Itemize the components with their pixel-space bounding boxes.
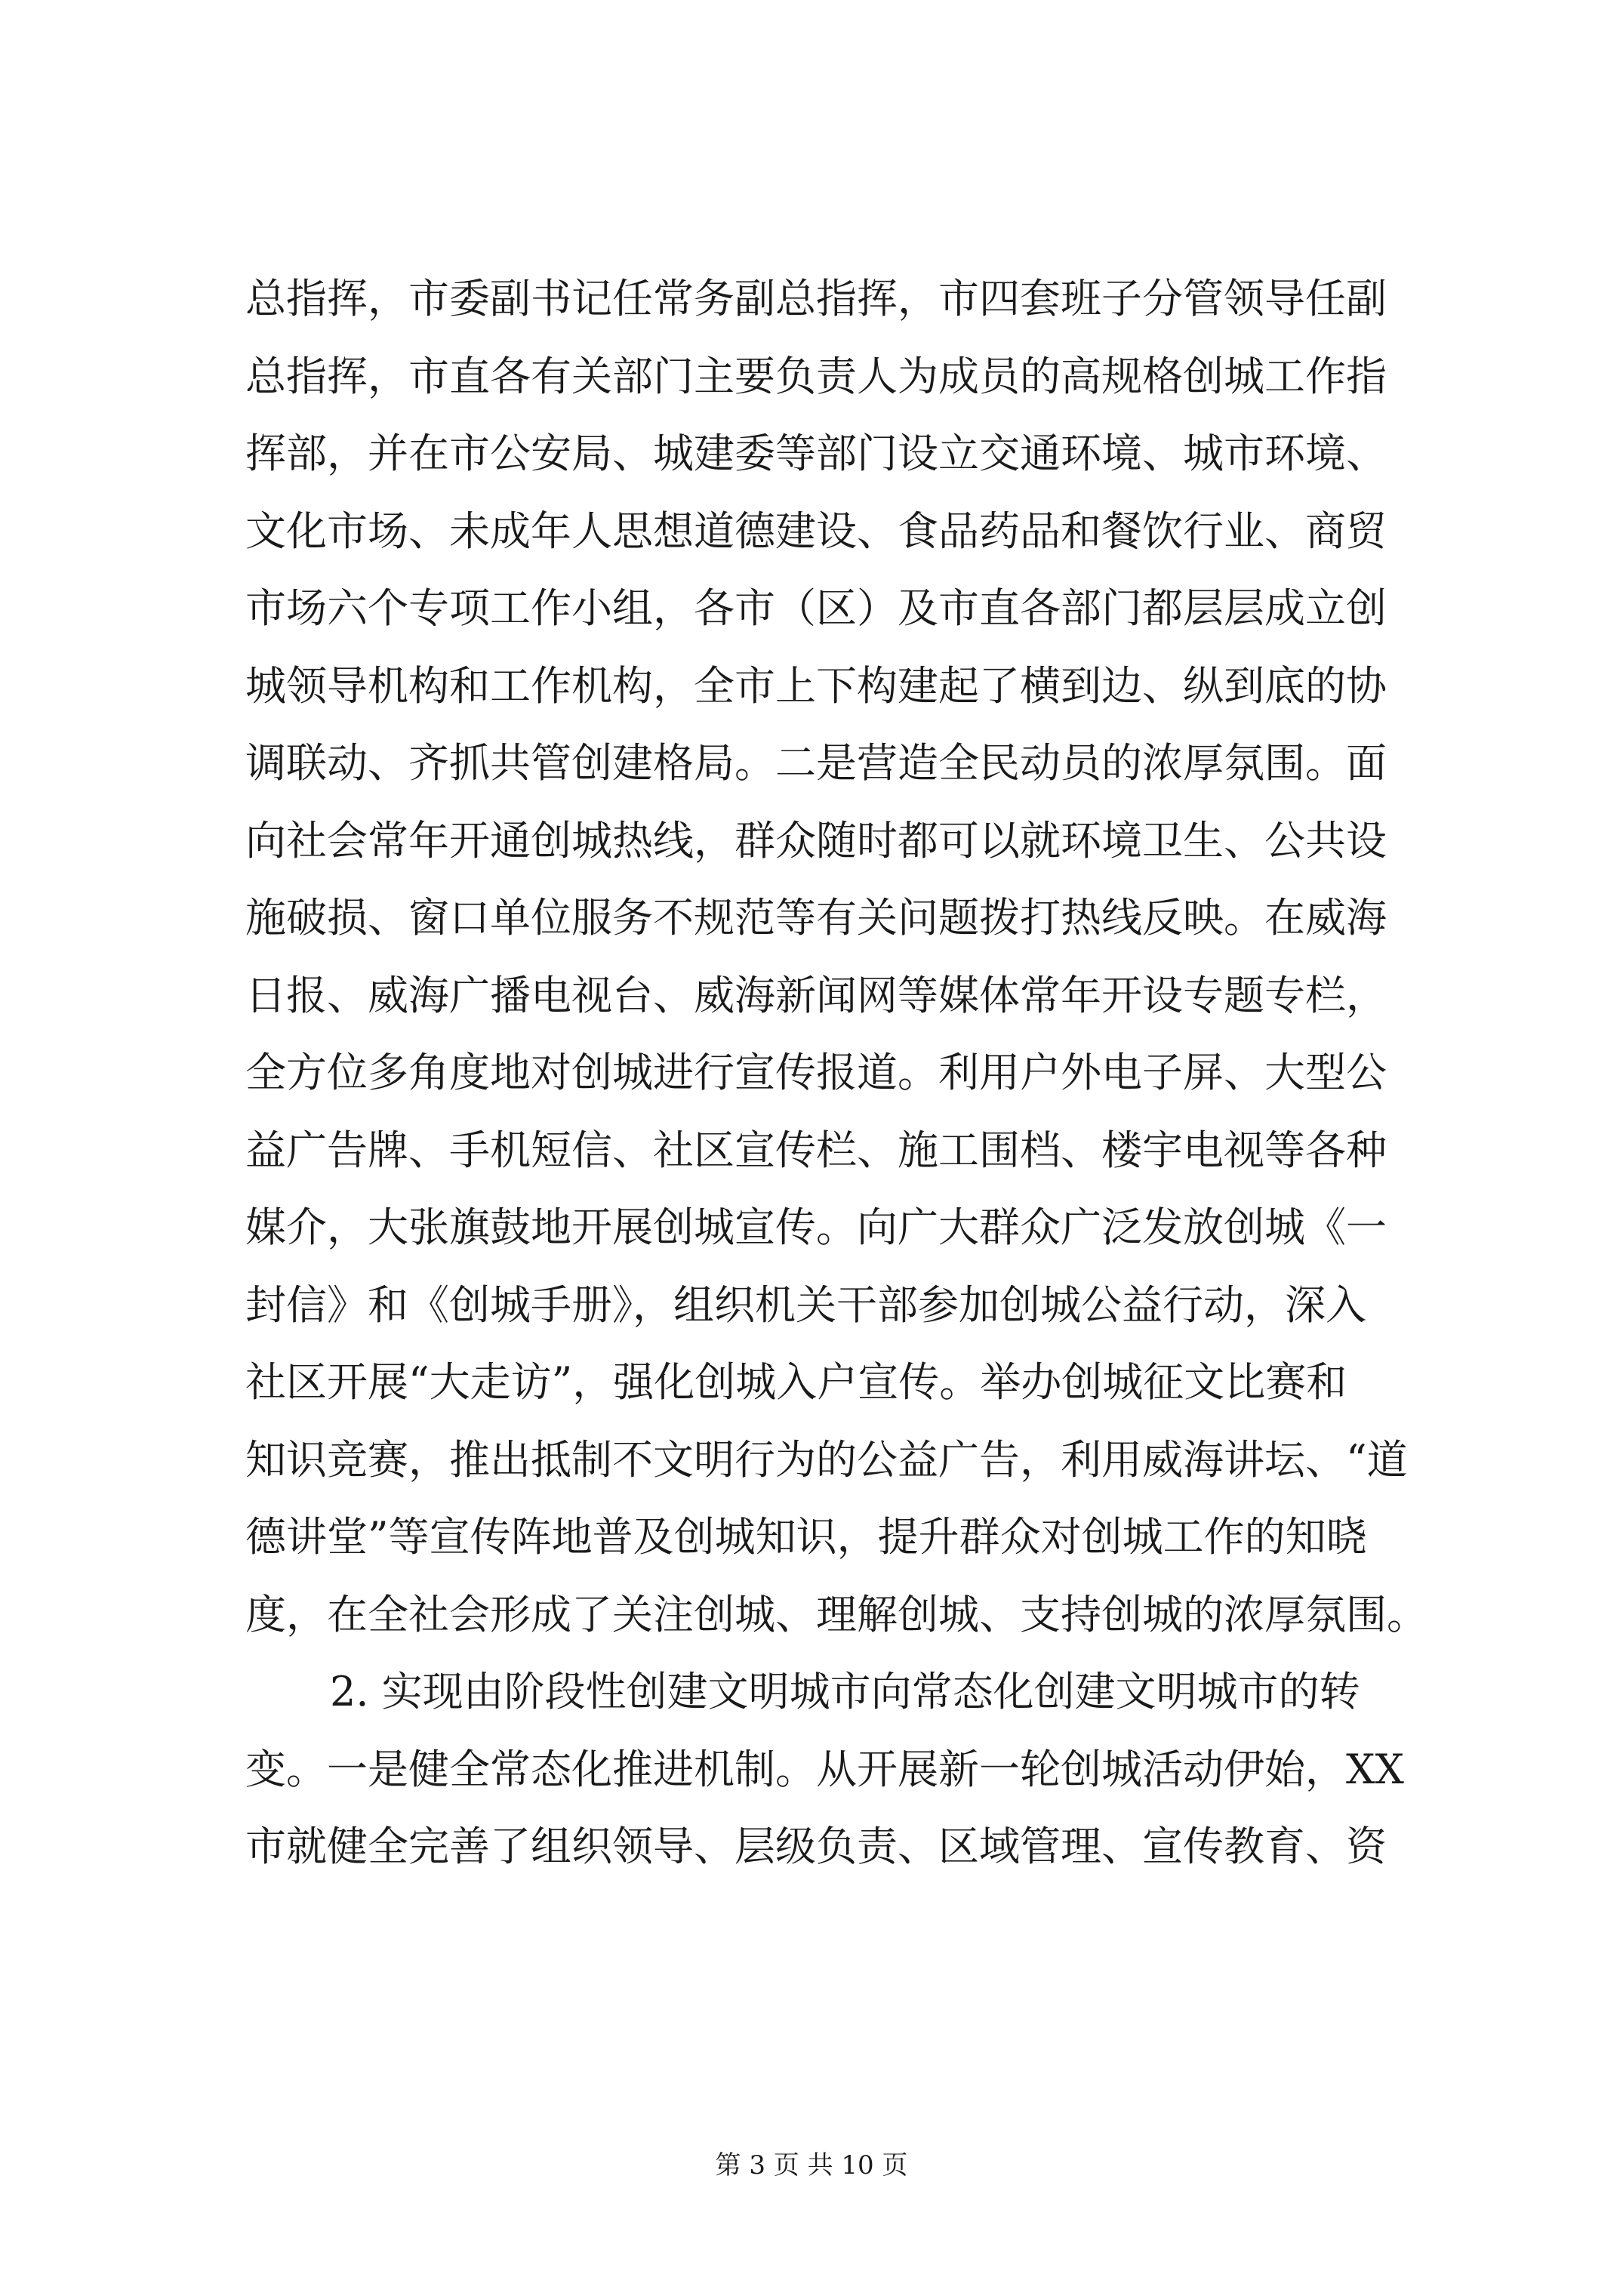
- text-line: 媒介，大张旗鼓地开展创城宣传。向广大群众广泛发放创城《一: [245, 1203, 1387, 1251]
- text-line: 全方位多角度地对创城进行宣传报道。利用户外电子屏、大型公: [245, 1049, 1387, 1096]
- text-line: 社区开展“大走访”，强化创城入户宣传。举办创城征文比赛和: [245, 1358, 1347, 1406]
- text-line: 德讲堂”等宣传阵地普及创城知识，提升群众对创城工作的知晓: [245, 1513, 1367, 1561]
- text-line: 向社会常年开通创城热线，群众随时都可以就环境卫生、公共设: [245, 816, 1387, 864]
- text-line: 益广告牌、手机短信、社区宣传栏、施工围档、楼宇电视等各种: [245, 1126, 1387, 1174]
- text-line: 文化市场、未成年人思想道德建设、食品药品和餐饮行业、商贸: [245, 507, 1387, 555]
- text-line: 总指挥，市直各有关部门主要负责人为成员的高规格创城工作指: [245, 352, 1387, 400]
- text-line: 挥部，并在市公安局、城建委等部门设立交通环境、城市环境、: [245, 430, 1387, 477]
- text-line: 日报、威海广播电视台、威海新闻网等媒体常年开设专题专栏，: [245, 971, 1387, 1019]
- text-line: 总指挥，市委副书记任常务副总指挥，市四套班子分管领导任副: [245, 275, 1387, 322]
- text-line: 变。一是健全常态化推进机制。从开展新一轮创城活动伊始，XX: [245, 1745, 1404, 1793]
- body-text: [245, 260, 1446, 1886]
- text-line: 知识竞赛，推出抵制不文明行为的公益广告，利用威海讲坛、“道: [245, 1435, 1408, 1484]
- text-line: 市场六个专项工作小组，各市（区）及市直各部门都层层成立创: [245, 584, 1387, 632]
- text-line: 封信》和《创城手册》，组织机关干部参加创城公益行动，深入: [245, 1281, 1366, 1329]
- page-number-footer: 第 3 页 共 10 页: [715, 2150, 908, 2180]
- text-line: 调联动、齐抓共管创建格局。二是营造全民动员的浓厚氛围。面: [245, 739, 1387, 787]
- section-heading-line: 2. 实现由阶段性创建文明城市向常态化创建文明城市的转: [330, 1668, 1360, 1715]
- text-line: 施破损、窗口单位服务不规范等有关问题拨打热线反映。在威海: [245, 894, 1387, 942]
- text-line: 市就健全完善了组织领导、层级负责、区域管理、宣传教育、资: [245, 1823, 1387, 1870]
- text-line: 城领导机构和工作机构，全市上下构建起了横到边、纵到底的协: [245, 661, 1387, 710]
- text-line: 度，在全社会形成了关注创城、理解创城、支持创城的浓厚氛围。: [245, 1590, 1427, 1638]
